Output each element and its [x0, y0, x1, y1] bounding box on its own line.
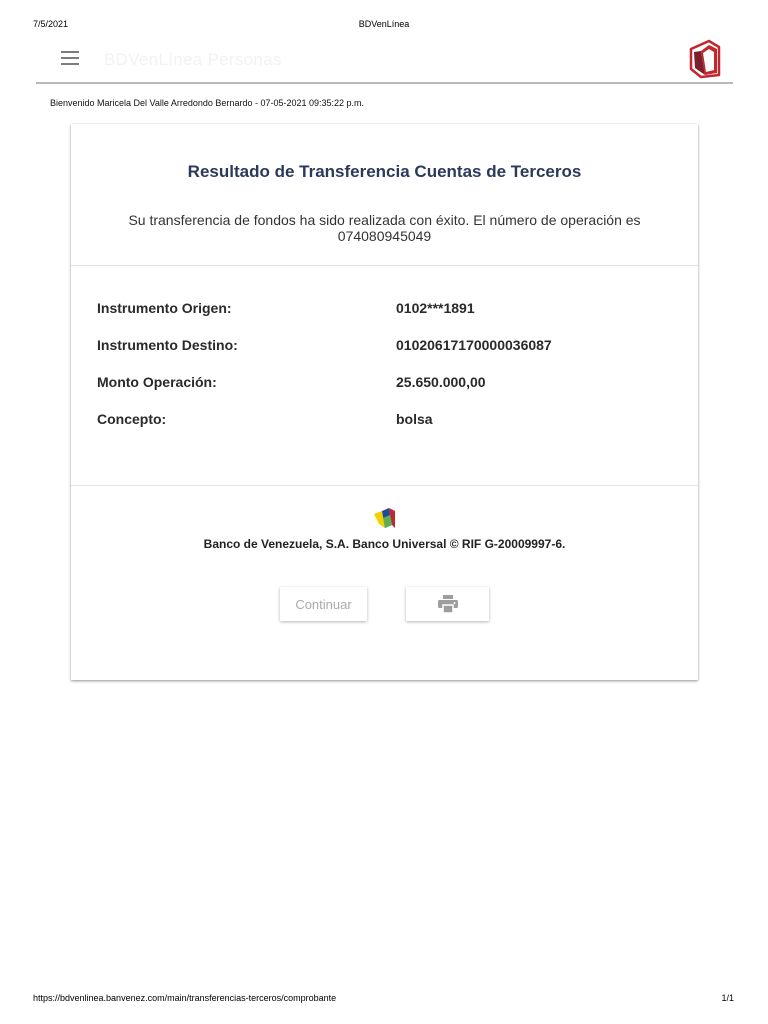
divider — [71, 485, 698, 486]
detail-label: Instrumento Destino: — [97, 337, 238, 353]
welcome-text: Bienvenido Maricela Del Valle Arredondo Bernardo - 07-05-2021 09:35:22 p.m. — [50, 98, 365, 108]
menu-icon[interactable] — [61, 51, 79, 65]
bdv-footer-logo-icon — [373, 506, 397, 532]
print-button[interactable] — [406, 587, 489, 621]
detail-row-origin — [97, 300, 657, 320]
detail-label: Concepto: — [97, 411, 167, 427]
print-footer — [0, 993, 768, 1007]
app-bar — [36, 36, 733, 84]
detail-label: Instrumento Origen: — [97, 300, 232, 316]
detail-row-amount — [97, 374, 657, 394]
detail-label: Monto Operación: — [97, 374, 217, 390]
divider — [71, 265, 698, 266]
continue-button[interactable]: Continuar — [280, 587, 367, 621]
detail-value: 0102***1891 — [396, 300, 475, 316]
operation-number: 074080945049 — [337, 228, 432, 244]
detail-value: 25.650.000,00 — [396, 374, 486, 390]
print-icon — [438, 595, 458, 613]
result-card — [71, 124, 698, 680]
print-header — [0, 19, 768, 33]
detail-value: 01020617170000036087 — [396, 337, 552, 353]
print-page-title: BDVenLínea — [358, 19, 410, 29]
page-url: https://bdvenlinea.banvenez.com/main/transferencias-terceros/comprobante — [33, 993, 337, 1003]
page-number: 1/1 — [721, 993, 734, 1003]
detail-row-destination — [97, 337, 657, 357]
success-message — [101, 212, 668, 244]
detail-value: bolsa — [396, 411, 433, 427]
app-title: BDVenLínea Personas — [104, 50, 282, 69]
card-title: Resultado de Transferencia Cuentas de Terceros — [187, 162, 582, 181]
success-message-text: Su transferencia de fondos ha sido realizada con éxito. El número de operación es — [128, 212, 641, 228]
print-date: 7/5/2021 — [33, 19, 69, 29]
bank-legal-text: Banco de Venezuela, S.A. Banco Universal © RIF G-20009997-6. — [203, 537, 566, 551]
bdv-logo-icon[interactable] — [687, 39, 723, 79]
detail-row-concept — [97, 411, 657, 431]
